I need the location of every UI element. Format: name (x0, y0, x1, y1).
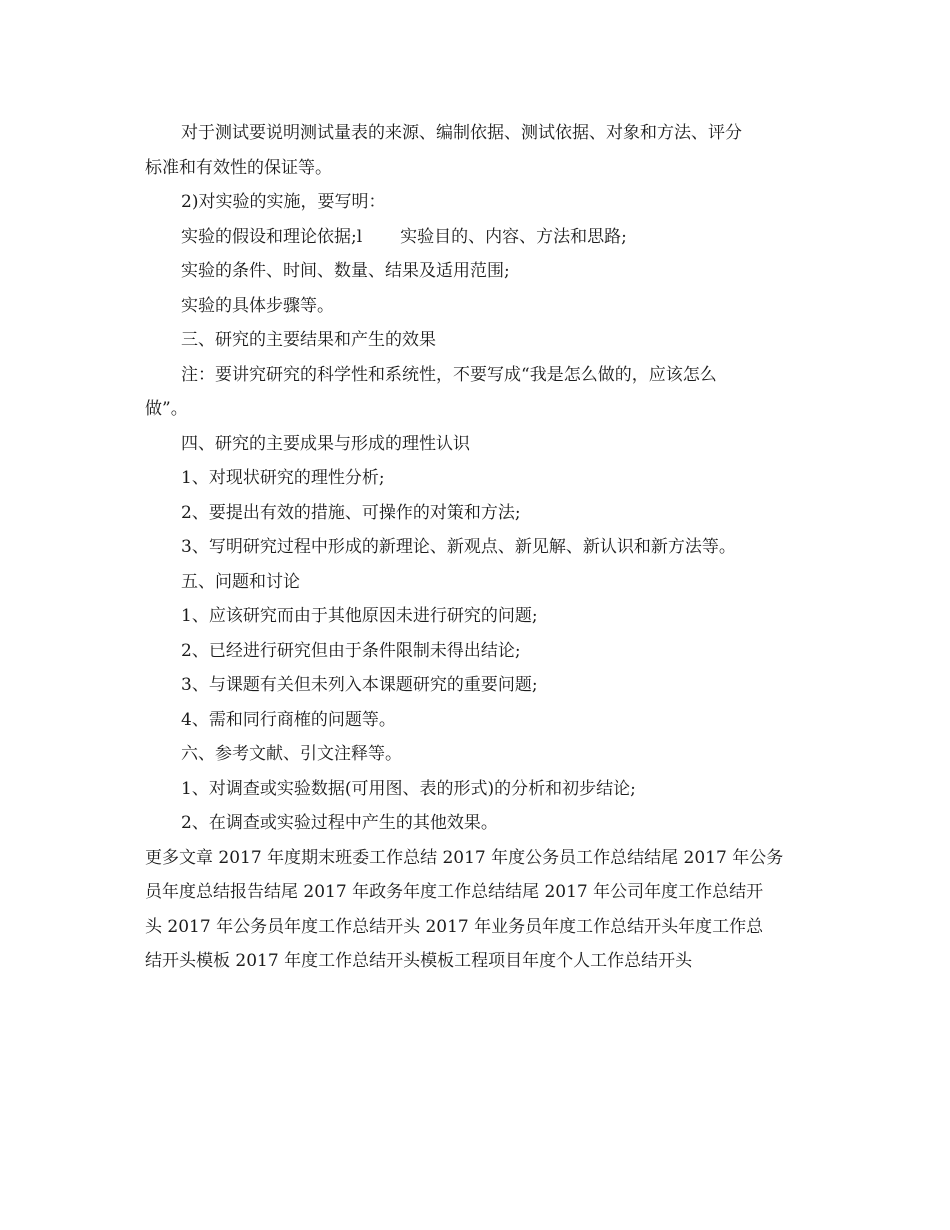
list-item: 4、需和同行商榷的问题等。 (181, 709, 396, 730)
more-articles-line-3: 头 2017 年公务员年度工作总结开头 2017 年业务员年度工作总结开头年度工作总 (145, 916, 764, 937)
list-item: 3、与课题有关但未列入本课题研究的重要问题; (181, 675, 538, 695)
list-item: 2、要提出有效的措施、可操作的对策和方法; (181, 502, 521, 523)
experiment-hypothesis-text: 实验的假设和理论依据;l (181, 226, 363, 247)
list-item: 1、对调查或实验数据(可用图、表的形式)的分析和初步结论; (181, 778, 636, 799)
list-item: 3、写明研究过程中形成的新理论、新观点、新见解、新认识和新方法等。 (181, 537, 736, 557)
paragraph-test-description-cont: 标准和有效性的保证等。 (145, 157, 332, 178)
list-item: 1、应该研究而由于其他原因未进行研究的问题; (181, 606, 538, 626)
list-item: 1、对现状研究的理性分析; (181, 468, 385, 488)
list-item: 2、在调查或实验过程中产生的其他效果。 (181, 813, 498, 833)
section-heading-discussion: 五、问题和讨论 (181, 571, 300, 592)
more-articles-line-2: 员年度总结报告结尾 2017 年政务年度工作总结结尾 2017 年公司年度工作总结开 (145, 882, 764, 902)
more-articles-line-4: 结开头模板 2017 年度工作总结开头模板工程项目年度个人工作总结开头 (145, 951, 693, 971)
more-articles-line-1: 更多文章 2017 年度期末班委工作总结 2017 年度公务员工作总结结尾 2017 年公务 (145, 847, 784, 868)
paragraph-note: 注：要讲究研究的科学性和系统性，不要写成“我是怎么做的，应该怎么 (181, 364, 717, 385)
paragraph-experiment-steps: 实验的具体步骤等。 (181, 295, 334, 316)
paragraph-experiment-conditions: 实验的条件、时间、数量、结果及适用范围; (181, 261, 510, 281)
section-heading-results: 三、研究的主要结果和产生的效果 (181, 330, 436, 350)
experiment-purpose-text: 实验目的、内容、方法和思路; (400, 226, 627, 247)
section-heading-achievements: 四、研究的主要成果与形成的理性认识 (181, 433, 470, 454)
section-heading-references: 六、参考文献、引文注释等。 (181, 744, 402, 764)
paragraph-note-cont: 做”。 (145, 399, 188, 419)
paragraph-experiment-hypothesis-line (145, 220, 805, 255)
list-item: 2、已经进行研究但由于条件限制未得出结论; (181, 640, 521, 661)
paragraph-test-description: 对于测试要说明测试量表的来源、编制依据、测试依据、对象和方法、评分 (181, 123, 742, 143)
paragraph-experiment-implementation: 2)对实验的实施，要写明： (181, 192, 386, 212)
document-body (145, 116, 805, 979)
